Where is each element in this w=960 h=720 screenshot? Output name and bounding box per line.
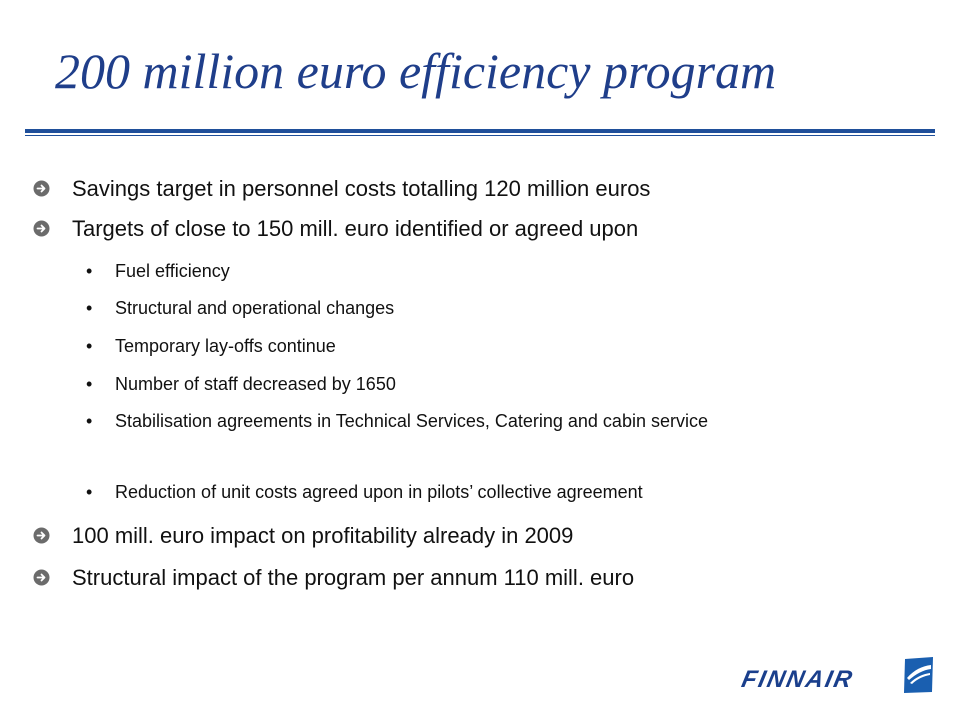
sub-bullet-text: Fuel efficiency xyxy=(115,261,230,281)
logo-wordmark: FINNAIR xyxy=(739,666,857,693)
sub-bullet-text: Reduction of unit costs agreed upon in pilots’ collective agreement xyxy=(115,482,643,502)
sub-bullet-dot: • xyxy=(86,298,93,318)
bullet-text: 100 mill. euro impact on profitability already in 2009 xyxy=(72,523,574,548)
sub-bullet-text: Stabilisation agreements in Technical Services, Catering and cabin service xyxy=(115,411,708,431)
finnair-flag-icon xyxy=(902,656,936,694)
sub-bullet-dot: • xyxy=(86,482,93,502)
sub-bullet-text: Temporary lay-offs continue xyxy=(115,336,336,356)
bullet-text: Targets of close to 150 mill. euro identified or agreed upon xyxy=(72,216,639,241)
bullet-text: Savings target in personnel costs totalling 120 million euros xyxy=(72,176,651,201)
bullet-text: Structural impact of the program per annum 110 mill. euro xyxy=(72,565,635,590)
sub-bullet-dot: • xyxy=(86,261,93,281)
sub-bullet-text: Number of staff decreased by 1650 xyxy=(115,374,396,394)
slide-title: 200 million euro efficiency program xyxy=(55,43,777,99)
circle-arrow-bullet-icon xyxy=(33,180,50,197)
circle-arrow-bullet-icon xyxy=(33,220,50,237)
finnair-logo xyxy=(739,656,937,696)
circle-arrow-bullet-icon xyxy=(33,569,50,586)
sub-bullet-dot: • xyxy=(86,336,93,356)
sub-bullet-dot: • xyxy=(86,411,93,431)
sub-bullet-dot: • xyxy=(86,374,93,394)
circle-arrow-bullet-icon xyxy=(33,527,50,544)
sub-bullet-text: Structural and operational changes xyxy=(115,298,395,318)
